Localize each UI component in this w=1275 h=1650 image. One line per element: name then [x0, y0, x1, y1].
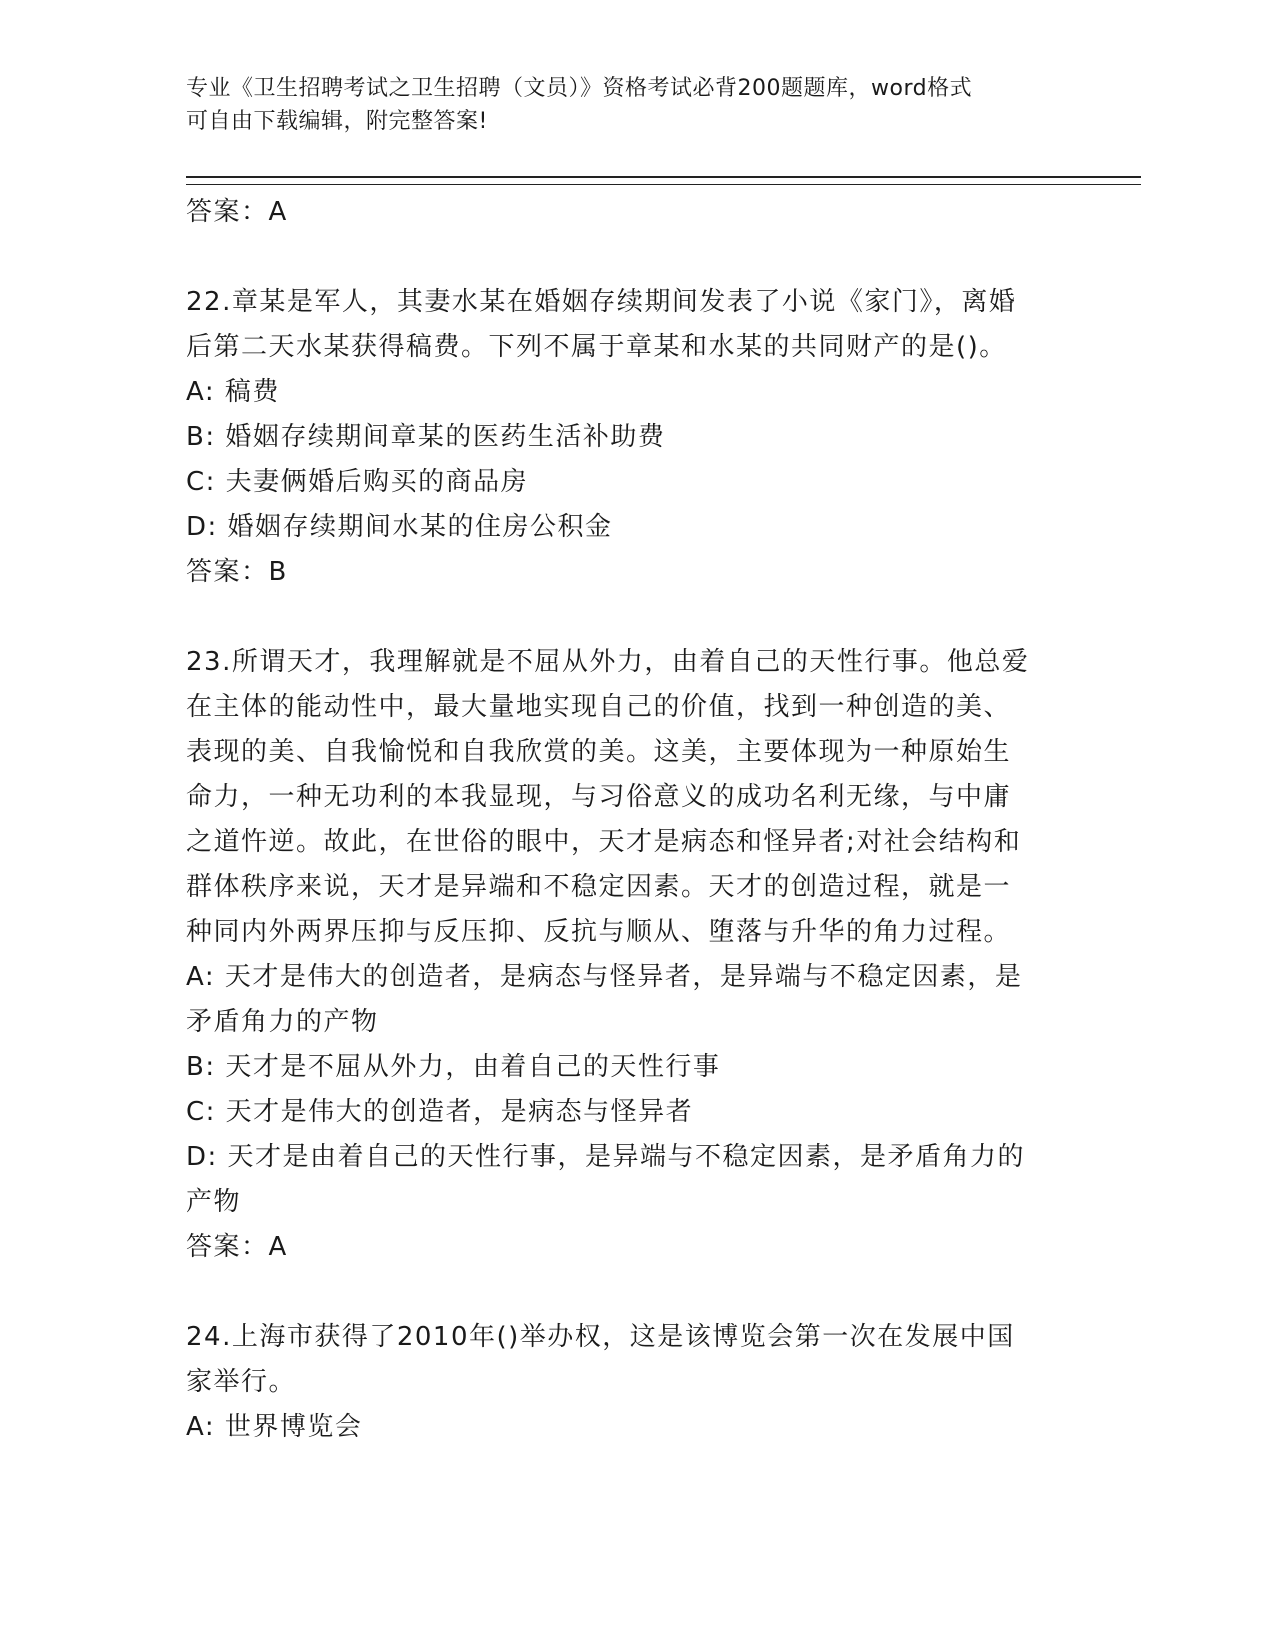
question-stem: 种同内外两界压抑与反压抑、反抗与顺从、堕落与升华的角力过程。: [186, 917, 1012, 947]
question-23: [186, 640, 1066, 1270]
question-stem: 表现的美、自我愉悦和自我欣赏的美。这美，主要体现为一种原始生: [186, 737, 1012, 767]
question-stem: 命力，一种无功利的本我显现，与习俗意义的成功名利无缘，与中庸: [186, 782, 1012, 812]
document-body: [186, 190, 1066, 1450]
option-b: B: 天才是不屈从外力，由着自己的天性行事: [186, 1052, 721, 1082]
answer: 答案：B: [186, 557, 288, 587]
answer-previous: 答案：A: [186, 197, 288, 227]
question-stem: 22.章某是军人，其妻水某在婚姻存续期间发表了小说《家门》，离婚: [186, 287, 1017, 317]
option-d-continued: 产物: [186, 1187, 242, 1217]
option-a: A: 天才是伟大的创造者，是病态与怪异者，是异端与不稳定因素，是: [186, 962, 1023, 992]
question-stem: 家举行。: [186, 1367, 297, 1397]
header-divider: [186, 176, 1141, 185]
question-stem: 在主体的能动性中，最大量地实现自己的价值，找到一种创造的美、: [186, 692, 1012, 722]
spacer: [186, 235, 1066, 280]
question-stem: 后第二天水某获得稿费。下列不属于章某和水某的共同财产的是()。: [186, 332, 1007, 362]
answer: 答案：A: [186, 1232, 288, 1262]
option-d: D: 天才是由着自己的天性行事，是异端与不稳定因素，是矛盾角力的: [186, 1142, 1026, 1172]
option-a: A: 世界博览会: [186, 1412, 363, 1442]
option-c: C: 夫妻俩婚后购买的商品房: [186, 467, 529, 497]
option-a-continued: 矛盾角力的产物: [186, 1007, 379, 1037]
spacer: [186, 1270, 1066, 1315]
question-stem: 群体秩序来说，天才是异端和不稳定因素。天才的创造过程，就是一: [186, 872, 1012, 902]
question-24: [186, 1315, 1066, 1450]
option-a: A: 稿费: [186, 377, 280, 407]
spacer: [186, 595, 1066, 640]
header-line-2: 可自由下载编辑，附完整答案!: [186, 109, 488, 134]
document-header: [186, 72, 1086, 138]
option-b: B: 婚姻存续期间章某的医药生活补助费: [186, 422, 666, 452]
question-stem: 24.上海市获得了2010年()举办权，这是该博览会第一次在发展中国: [186, 1322, 1015, 1352]
header-line-1: 专业《卫生招聘考试之卫生招聘（文员）》资格考试必背200题题库，word格式: [186, 76, 973, 101]
question-stem: 之道忤逆。故此，在世俗的眼中，天才是病态和怪异者;对社会结构和: [186, 827, 1022, 857]
question-stem: 23.所谓天才，我理解就是不屈从外力，由着自己的天性行事。他总爱: [186, 647, 1030, 677]
question-22: [186, 280, 1066, 595]
option-d: D: 婚姻存续期间水某的住房公积金: [186, 512, 613, 542]
option-c: C: 天才是伟大的创造者，是病态与怪异者: [186, 1097, 694, 1127]
